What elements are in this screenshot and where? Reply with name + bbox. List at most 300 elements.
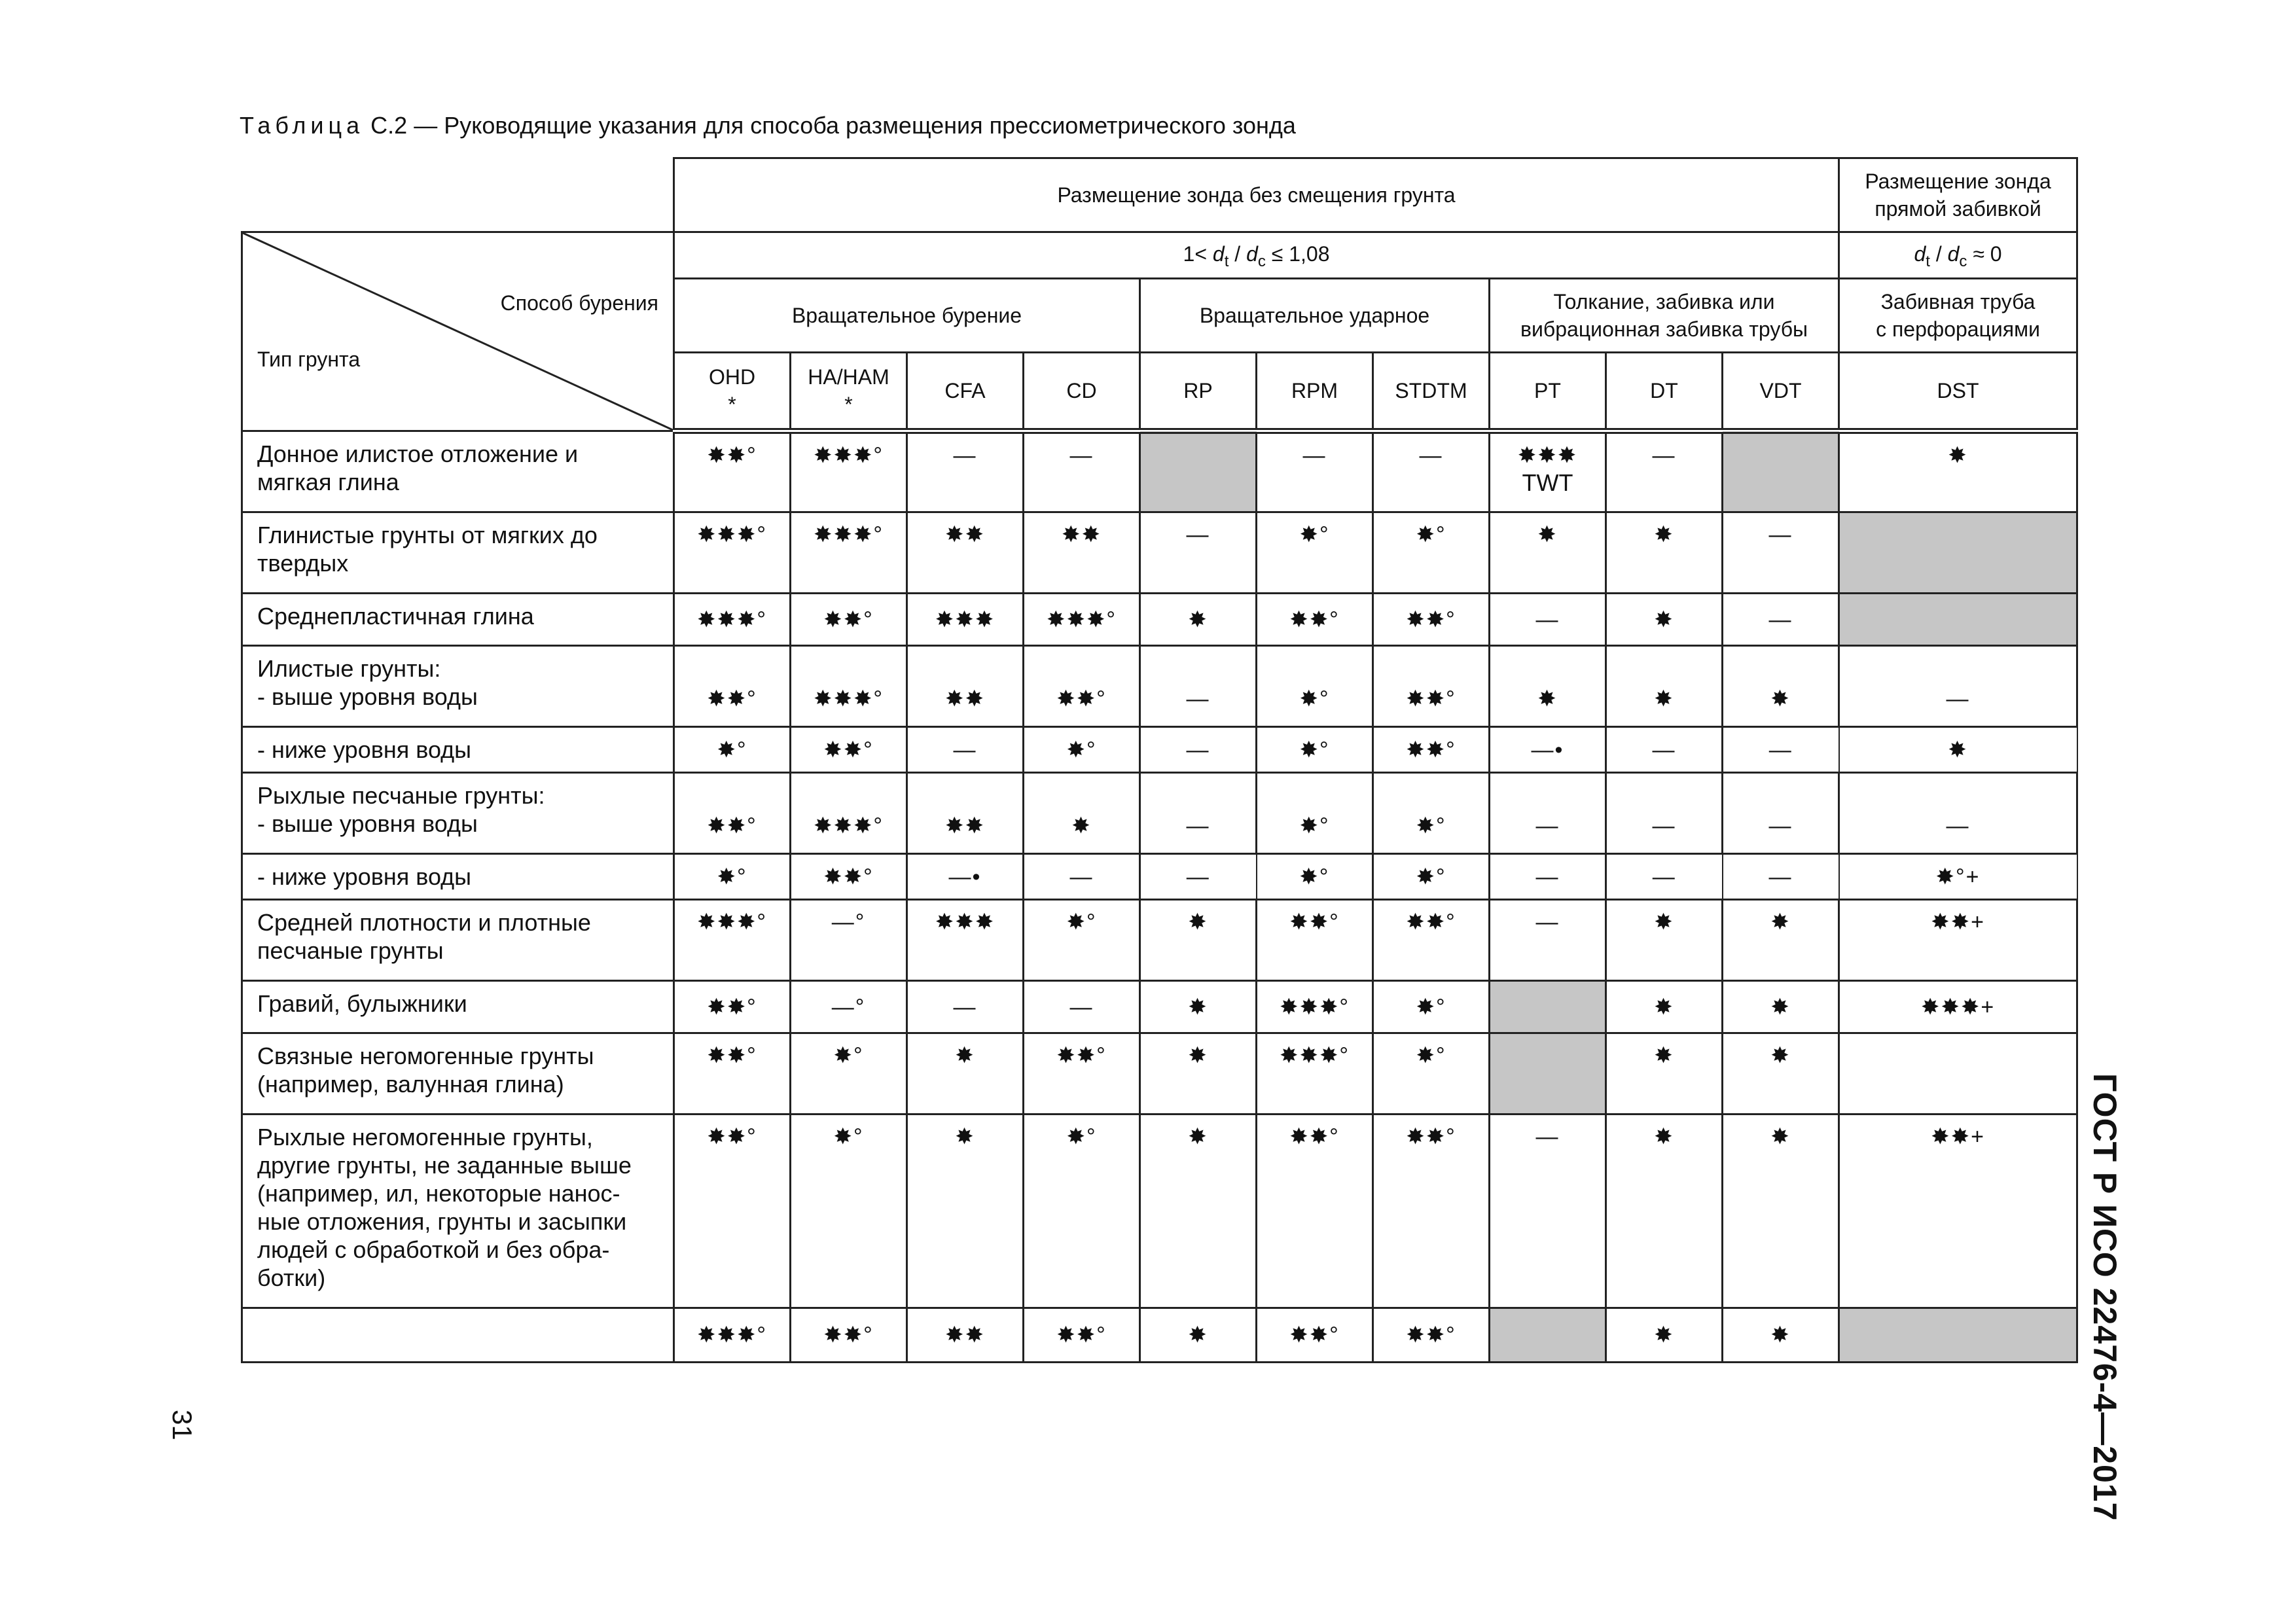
rating-cell-dt (1606, 431, 1723, 512)
rating-value: ✸ (1654, 994, 1674, 1020)
header-row-1 (242, 158, 2077, 232)
rating-value: ✸ (1770, 910, 1791, 935)
rating-value: — (1419, 443, 1443, 468)
rating-value: — (1768, 813, 1793, 838)
rating-value: ✸° (1299, 522, 1330, 547)
rating-cell-dst (1839, 646, 2077, 727)
rating-cell-stdtm (1373, 646, 1490, 727)
rating-value: ✸ (1770, 1124, 1791, 1149)
rating-cell-rp (1140, 900, 1257, 981)
soil-type-line: другие грунты, не заданные выше (257, 1152, 632, 1179)
code-stdtm: STDTM (1373, 353, 1490, 431)
guidance-table (241, 157, 2078, 1363)
rating-cell-dt (1606, 1115, 1723, 1308)
table-caption (240, 110, 1296, 141)
table-row (242, 646, 2077, 727)
rating-value: ✸° (1066, 910, 1097, 935)
rating-cell-ohd (674, 773, 791, 854)
rating-value: — (1946, 813, 1970, 838)
soil-type-line: - ниже уровня воды (257, 736, 472, 763)
rating-cell-stdtm (1373, 1033, 1490, 1115)
rating-value: ✸° (1416, 994, 1446, 1020)
rating-value: —• (948, 864, 982, 889)
rating-value: ✸✸✸° (813, 813, 884, 838)
rating-cell-pt (1490, 431, 1606, 512)
rating-value: ✸✸° (1056, 1323, 1107, 1347)
rating-cell-rp (1140, 512, 1257, 594)
rating-value: ✸ (1654, 607, 1674, 632)
rating-value: ✸✸✸° (696, 607, 768, 632)
code-dst: DST (1839, 353, 2077, 431)
rating-value: ✸✸° (823, 737, 874, 762)
soil-type-line: твердых (257, 550, 349, 577)
rating-cell-dst (1839, 900, 2077, 981)
rating-value: — (1535, 813, 1560, 838)
rating-value: —° (831, 994, 866, 1020)
rating-cell-ha-ham (791, 727, 907, 773)
rating-cell-cd (1024, 854, 1140, 900)
rating-value: — (1186, 522, 1210, 547)
rating-cell-vdt (1723, 512, 1839, 594)
ratio-2-slash: / (1929, 242, 1948, 266)
rating-value: ✸ (1654, 1043, 1674, 1068)
header-method-rotary-percussive: Вращательное ударное (1140, 279, 1490, 353)
rating-value: ✸✸✸° (696, 1323, 768, 1347)
rating-cell-cd (1024, 646, 1140, 727)
rating-value: — (1186, 687, 1210, 711)
rating-cell-rpm (1257, 512, 1373, 594)
rating-value: ✸✸ (1062, 522, 1102, 547)
rating-value: ✸✸° (707, 687, 757, 711)
soil-type-line: мягкая глина (257, 469, 399, 495)
rating-cell-rpm (1257, 594, 1373, 646)
rating-cell-stdtm (1373, 773, 1490, 854)
rating-cell-ohd (674, 646, 791, 727)
code-pt: PT (1490, 353, 1606, 431)
ratio-1-t: t (1224, 253, 1229, 270)
rating-cell-rp (1140, 1033, 1257, 1115)
rating-cell-dt (1606, 594, 1723, 646)
rating-value: — (1302, 443, 1327, 468)
rating-value: ✸✸° (1406, 737, 1456, 762)
rating-value: ✸° (833, 1124, 864, 1149)
rating-value: ✸ (1770, 1323, 1791, 1347)
caption-text: С.2 — Руководящие указания для способа размещения прессиометрического зонда (370, 112, 1296, 139)
header-row-2 (242, 232, 2077, 279)
rating-cell-dt (1606, 773, 1723, 854)
code-ohd-label: OHD (708, 365, 756, 389)
rating-cell-rp (1140, 646, 1257, 727)
rating-cell-pt (1490, 594, 1606, 646)
rating-value: ✸° (1066, 737, 1097, 762)
rating-value: ✸✸✸° (696, 910, 768, 935)
table-row (242, 727, 2077, 773)
rating-value: — (1768, 864, 1793, 889)
rating-value: ✸ (1188, 1323, 1208, 1347)
rating-cell-ha-ham (791, 773, 907, 854)
rating-value: ✸✸° (707, 994, 757, 1020)
rating-cell-cd (1024, 1115, 1140, 1308)
rating-cell-rp (1140, 773, 1257, 854)
rating-cell-cd (1024, 900, 1140, 981)
rating-cell-dst (1839, 1308, 2077, 1363)
rating-cell-vdt (1723, 981, 1839, 1033)
rating-cell-ohd (674, 1115, 791, 1308)
header-slotted-line-1: Забивная труба (1880, 290, 2036, 313)
code-ohd (674, 353, 791, 431)
rating-value: ✸✸° (1406, 687, 1456, 711)
rating-value: ✸° (1416, 813, 1446, 838)
rating-cell-ha-ham (791, 854, 907, 900)
rating-value: ✸✸✸° (813, 522, 884, 547)
rating-cell-dt (1606, 1033, 1723, 1115)
rating-value: ✸ (1537, 687, 1558, 711)
table-row (242, 981, 2077, 1033)
rating-value: ✸✸✸ (935, 910, 996, 935)
rating-value: — (953, 737, 977, 762)
rating-value: ✸✸° (707, 1124, 757, 1149)
table-row (242, 854, 2077, 900)
soil-type-line: - выше уровня воды (257, 810, 478, 837)
rating-cell-ha-ham (791, 594, 907, 646)
rating-value: ✸ (955, 1124, 975, 1149)
rating-value: ✸✸ (945, 522, 985, 547)
soil-type-line: Донное илистое отложение и (257, 440, 579, 467)
rating-cell-cfa (907, 1308, 1024, 1363)
rating-value: ✸✸° (1406, 607, 1456, 632)
rating-value: ✸✸ (945, 1323, 985, 1347)
rating-cell-dst (1839, 594, 2077, 646)
rating-cell-vdt (1723, 1308, 1839, 1363)
header-ratio-1 (674, 232, 1839, 279)
rating-value: —• (1531, 737, 1564, 762)
code-cd: CD (1024, 353, 1140, 431)
rating-cell-ohd (674, 981, 791, 1033)
rating-cell-rp (1140, 1115, 1257, 1308)
rating-value: ✸✸° (1056, 1043, 1107, 1068)
rating-value: ✸ (1188, 1043, 1208, 1068)
rating-value: ✸✸ (945, 813, 985, 838)
rating-value: — (953, 443, 977, 468)
rating-value: ✸✸° (707, 443, 757, 468)
rating-cell-cfa (907, 431, 1024, 512)
rating-cell-dt (1606, 1308, 1723, 1363)
rating-value: — (1652, 864, 1676, 889)
soil-type-line: Гравий, булыжники (257, 990, 467, 1017)
rating-cell-ha-ham (791, 646, 907, 727)
rating-value: ✸° (833, 1043, 864, 1068)
code-cfa: CFA (907, 353, 1024, 431)
soil-type-line: ботки) (257, 1264, 326, 1291)
soil-type-line: ные отложения, грунты и засыпки (257, 1208, 627, 1235)
rating-cell-cd (1024, 773, 1140, 854)
rating-value: — (1535, 864, 1560, 889)
rating-cell-dt (1606, 854, 1723, 900)
soil-type-cell (242, 1115, 674, 1308)
code-ohd-note: * (728, 393, 736, 416)
rating-value: — (1652, 443, 1676, 468)
ratio-1-c: c (1257, 253, 1266, 270)
rating-value: ✸ (1188, 910, 1208, 935)
code-dt: DT (1606, 353, 1723, 431)
rating-value: ✸° (717, 737, 747, 762)
table-row (242, 512, 2077, 594)
rating-value: ✸✸+ (1931, 910, 1985, 935)
header-ratio-2 (1839, 232, 2077, 279)
rating-cell-rpm (1257, 854, 1373, 900)
rating-cell-ohd (674, 512, 791, 594)
rating-value: ✸✸° (707, 813, 757, 838)
diagonal-line (243, 233, 673, 430)
rating-value: ✸° (1299, 864, 1330, 889)
header-method-push (1490, 279, 1839, 353)
soil-type-line: - ниже уровня воды (257, 863, 472, 890)
rating-value: ✸✸✸ (1517, 443, 1578, 468)
rating-value: — (1652, 737, 1676, 762)
rating-value: ✸✸° (707, 1043, 757, 1068)
soil-type-line: людей с обработкой и без обра- (257, 1236, 610, 1263)
rating-cell-dst (1839, 727, 2077, 773)
rating-value: — (1535, 607, 1560, 632)
ratio-2-t: t (1926, 253, 1930, 270)
rating-value: — (1535, 1124, 1560, 1149)
header-direct-line-1: Размещение зонда (1865, 169, 2051, 193)
rating-cell-vdt (1723, 727, 1839, 773)
header-blank-cell (242, 158, 674, 232)
rating-cell-rpm (1257, 981, 1373, 1033)
rating-value: ✸ (1188, 1124, 1208, 1149)
rating-cell-dt (1606, 981, 1723, 1033)
rating-cell-dst (1839, 981, 2077, 1033)
header-group-direct-driving (1839, 158, 2077, 232)
rating-value: ✸✸✸° (1279, 1043, 1350, 1068)
rating-value: ✸✸° (823, 1323, 874, 1347)
rating-cell-rpm (1257, 900, 1373, 981)
rating-value: — (1186, 813, 1210, 838)
rating-value: ✸ (1770, 994, 1791, 1020)
rating-value: ✸✸° (1406, 910, 1456, 935)
rating-value: ✸ (1948, 737, 1968, 762)
rating-value: — (1069, 994, 1094, 1020)
rating-cell-dst (1839, 431, 2077, 512)
rating-value: ✸ (1770, 687, 1791, 711)
rating-cell-rpm (1257, 727, 1373, 773)
rating-cell-cfa (907, 646, 1024, 727)
rating-value: ✸✸✸+ (1920, 994, 1996, 1020)
rating-value: — (1069, 864, 1094, 889)
rating-value: — (1946, 687, 1970, 711)
rating-cell-vdt (1723, 594, 1839, 646)
rating-value: ✸✸° (823, 607, 874, 632)
rating-cell-ha-ham (791, 981, 907, 1033)
rating-value: ✸° (1066, 1124, 1097, 1149)
rating-cell-vdt (1723, 431, 1839, 512)
ratio-1-d2: d (1246, 242, 1258, 266)
rating-cell-pt (1490, 854, 1606, 900)
rating-value: ✸ (1948, 443, 1968, 468)
rating-cell-dst (1839, 773, 2077, 854)
rating-cell-pt (1490, 1115, 1606, 1308)
table-body (242, 431, 2077, 1363)
rating-value: ✸✸✸° (1046, 607, 1117, 632)
rating-cell-dst (1839, 1115, 2077, 1308)
soil-type-cell (242, 773, 674, 854)
rating-cell-cfa (907, 594, 1024, 646)
rating-value: — (1768, 737, 1793, 762)
rating-value: ✸✸✸° (813, 687, 884, 711)
code-rpm: RPM (1257, 353, 1373, 431)
rating-value: — (1768, 522, 1793, 547)
rating-value: ✸° (1416, 1043, 1446, 1068)
ratio-2-suffix: ≈ 0 (1967, 242, 2002, 266)
soil-type-cell (242, 431, 674, 512)
rating-cell-ha-ham (791, 1033, 907, 1115)
rating-cell-rp (1140, 854, 1257, 900)
rating-cell-vdt (1723, 773, 1839, 854)
rating-cell-rp (1140, 594, 1257, 646)
rating-value: — (1186, 737, 1210, 762)
rating-value: ✸✸° (1406, 1124, 1456, 1149)
code-vdt: VDT (1723, 353, 1839, 431)
rating-extra: TWT (1522, 469, 1573, 496)
rating-cell-vdt (1723, 854, 1839, 900)
rating-value: ✸✸° (823, 864, 874, 889)
rating-value: ✸° (1416, 522, 1446, 547)
rating-value: —° (831, 910, 866, 935)
rating-cell-ha-ham (791, 512, 907, 594)
rating-cell-cfa (907, 727, 1024, 773)
code-ha-ham-label: HA/HAM (808, 365, 889, 389)
rating-cell-vdt (1723, 1033, 1839, 1115)
soil-type-line: Среднепластичная глина (257, 603, 534, 630)
rating-value: ✸ (1654, 687, 1674, 711)
header-method-rotary: Вращательное бурение (674, 279, 1140, 353)
rating-cell-cd (1024, 431, 1140, 512)
rating-value: — (1186, 864, 1210, 889)
soil-type-cell (242, 646, 674, 727)
rating-cell-ha-ham (791, 1115, 907, 1308)
diag-label-method: Способ бурения (500, 291, 658, 315)
rating-cell-rpm (1257, 1033, 1373, 1115)
rating-value: ✸✸° (1056, 687, 1107, 711)
soil-type-line: (например, ил, некоторые нанос- (257, 1180, 620, 1207)
soil-type-cell (242, 1033, 674, 1115)
rating-cell-cfa (907, 900, 1024, 981)
soil-type-cell (242, 727, 674, 773)
soil-type-line: Связные негомогенные грунты (257, 1043, 594, 1069)
rating-cell-cfa (907, 512, 1024, 594)
rating-cell-ohd (674, 727, 791, 773)
soil-type-cell (242, 1308, 674, 1363)
rating-value: — (1652, 813, 1676, 838)
table-row (242, 1308, 2077, 1363)
diag-label-soil: Тип грунта (257, 348, 361, 371)
soil-type-cell (242, 854, 674, 900)
rating-value: ✸° (717, 864, 747, 889)
rating-cell-vdt (1723, 646, 1839, 727)
rating-value: ✸✸+ (1931, 1124, 1985, 1149)
soil-type-line: Рыхлые негомогенные грунты, (257, 1124, 593, 1150)
soil-type-cell (242, 981, 674, 1033)
header-direct-line-2: прямой забивкой (1874, 197, 2041, 221)
rating-value: ✸° (1416, 864, 1446, 889)
rating-cell-rpm (1257, 431, 1373, 512)
standard-designation: ГОСТ Р ИСО 22476-4—2017 (2087, 1073, 2123, 1522)
rating-value: ✸✸✸° (813, 443, 884, 468)
rating-cell-dst (1839, 512, 2077, 594)
rating-cell-dt (1606, 512, 1723, 594)
rating-cell-stdtm (1373, 854, 1490, 900)
rating-value: ✸ (955, 1043, 975, 1068)
rating-cell-rp (1140, 727, 1257, 773)
rating-value: ✸ (1770, 1043, 1791, 1068)
rating-value: ✸ (1654, 910, 1674, 935)
rating-value: ✸✸° (1289, 607, 1340, 632)
rating-cell-pt (1490, 727, 1606, 773)
rating-cell-stdtm (1373, 727, 1490, 773)
rating-cell-pt (1490, 773, 1606, 854)
ratio-2-d: d (1914, 242, 1926, 266)
code-rp: RP (1140, 353, 1257, 431)
rating-value: ✸✸° (1289, 910, 1340, 935)
header-push-line-2: вибрационная забивка трубы (1520, 317, 1808, 341)
rating-cell-stdtm (1373, 594, 1490, 646)
rating-cell-rpm (1257, 646, 1373, 727)
soil-type-cell (242, 594, 674, 646)
caption-prefix: Таблица (240, 112, 365, 139)
rating-value: ✸ (1188, 607, 1208, 632)
rating-cell-stdtm (1373, 512, 1490, 594)
rating-cell-vdt (1723, 900, 1839, 981)
rating-value: ✸ (1071, 813, 1092, 838)
rating-cell-dt (1606, 727, 1723, 773)
rating-cell-rpm (1257, 1115, 1373, 1308)
code-ha-ham-note: * (844, 393, 853, 416)
soil-type-line: - выше уровня воды (257, 683, 478, 710)
rating-cell-rpm (1257, 773, 1373, 854)
soil-type-line: Рыхлые песчаные грунты: (257, 782, 545, 809)
header-method-slotted (1839, 279, 2077, 353)
rating-cell-dst (1839, 854, 2077, 900)
rating-value: ✸ (1654, 522, 1674, 547)
diagonal-header-cell (242, 232, 674, 431)
rating-value: — (1768, 607, 1793, 632)
table-row (242, 900, 2077, 981)
ratio-2-c: c (1959, 253, 1967, 270)
header-slotted-line-2: с перфорациями (1876, 317, 2040, 341)
rating-cell-rp (1140, 1308, 1257, 1363)
rating-cell-pt (1490, 1033, 1606, 1115)
rating-cell-dst (1839, 1033, 2077, 1115)
rating-cell-cd (1024, 1308, 1140, 1363)
rating-value: ✸✸° (1289, 1323, 1340, 1347)
soil-type-line: Илистые грунты: (257, 655, 441, 682)
rating-value: ✸✸° (1406, 1323, 1456, 1347)
rating-cell-cfa (907, 1115, 1024, 1308)
rating-cell-cfa (907, 854, 1024, 900)
rating-cell-rp (1140, 431, 1257, 512)
rating-cell-cd (1024, 727, 1140, 773)
soil-type-line: Средней плотности и плотные (257, 909, 591, 936)
rating-value: ✸° (1299, 737, 1330, 762)
rating-cell-pt (1490, 981, 1606, 1033)
rating-cell-stdtm (1373, 1115, 1490, 1308)
rating-cell-ohd (674, 1308, 791, 1363)
rating-value: ✸ (1537, 522, 1558, 547)
rating-value: ✸° (1299, 687, 1330, 711)
rating-value: ✸✸✸° (696, 522, 768, 547)
rating-value: ✸° (1299, 813, 1330, 838)
